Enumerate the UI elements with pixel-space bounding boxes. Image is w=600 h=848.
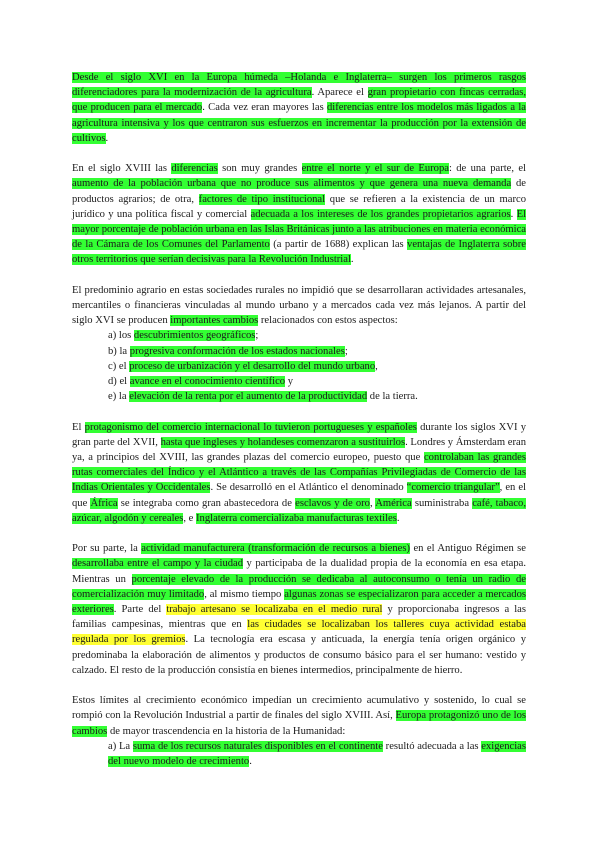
- text-segment: y proporcionaba ingresos a las familias campesinas, mientras que en: [72, 604, 526, 631]
- highlighted-text: controlaban las grandes rutas comerciales del Índico y el Atlántico a través de las Compañías Privilegiadas de Comercio de las Indias Orientales y Occidentales: [72, 452, 526, 494]
- text-segment: , al mismo tiempo: [204, 588, 285, 600]
- text-segment: (a partir de 1688) explican las: [269, 239, 408, 251]
- text-segment: se integraba como gran abastecedora de: [117, 497, 296, 509]
- text-segment: .: [350, 254, 354, 266]
- highlighted-text: factores de tipo institucional: [198, 193, 326, 205]
- highlighted-text: desarrollaba entre el campo y la ciudad: [72, 558, 244, 570]
- text-segment: ,: [369, 497, 376, 509]
- text-segment: Estos límites al crecimiento económico impedían un crecimiento acumulativo y sostenido, lo cual se rompió con la Revolución Industrial a partir de finales del siglo XVIII. Así,: [72, 695, 526, 722]
- text-segment: durante los siglos XVI y gran parte del XVII,: [72, 421, 526, 448]
- text-segment: a) La: [108, 740, 133, 752]
- highlighted-text: descubrimientos geográficos: [133, 330, 256, 342]
- highlighted-text: ventajas de Inglaterra sobre otros territorios que serían decisivas para la Revolución Industrial: [72, 239, 526, 266]
- text-segment: El predominio agrario en estas sociedades rurales no impidió que se desarrollaran actividades artesanales, mercantiles o financieras vinculadas al mundo urbano y a mercados cada vez más lejanos. A partir del siglo XVI se producen: [72, 284, 526, 327]
- text-segment: de productos agrarios; de otra,: [72, 178, 526, 205]
- text-segment: . Cada vez eran mayores las: [202, 102, 327, 114]
- highlighted-text: hasta que ingleses y holandeses comenzaron a sustituirlos: [160, 436, 406, 448]
- highlighted-text: porcentaje elevado de la producción se dedicaba al autoconsumo o tenía un radio de comercialización muy limitado: [72, 573, 526, 600]
- text-segment: y participaba de la dualidad propia de la economía en esa etapa. Mientras un: [72, 558, 527, 585]
- text-segment: . Londres y Ámsterdam eran ya, a principios del XVIII, las grandes plazas del comercio europeo, puesto que: [72, 436, 526, 464]
- highlighted-text: trabajo artesano se localizaba en el medio rural: [166, 604, 383, 616]
- highlighted-text: avance en el conocimiento científico: [129, 376, 286, 388]
- list-item: [108, 389, 526, 404]
- highlighted-text: suma de los recursos naturales disponibles en el continente: [132, 740, 383, 752]
- text-segment: , en el que: [72, 482, 526, 509]
- text-segment: ,: [375, 360, 378, 372]
- paragraph-5: [72, 541, 526, 678]
- text-segment: ;: [255, 330, 259, 342]
- text-segment: a) los: [108, 330, 134, 342]
- text-segment: que se refieren a la existencia de un marco jurídico y una política fiscal y comercial: [72, 193, 526, 220]
- highlighted-text: diferencias entre los modelos más ligados a la agricultura intensiva y los que centraron sus esfuerzos en incrementar la producción por la extensión de cultivos: [72, 102, 526, 144]
- highlighted-text: América: [375, 497, 412, 509]
- document-page: [72, 70, 526, 784]
- highlighted-text: El mayor porcentaje de población urbana en las Islas Británicas junto a las atribuciones en materia económica de la Cámara de los Comunes del Parlamento: [72, 208, 526, 251]
- text-segment: El: [72, 421, 85, 433]
- highlighted-text: algunas zonas se especializaron para acceder a mercados exteriores: [72, 588, 526, 616]
- highlighted-text: África: [90, 497, 118, 509]
- highlighted-text: aumento de la población urbana que no produce sus alimentos y que genera una nueva demanda: [72, 178, 512, 190]
- highlighted-text: Inglaterra comercializaba manufacturas textiles: [196, 512, 397, 524]
- highlighted-text: actividad manufacturera (transformación de recursos a bienes): [141, 543, 411, 555]
- text-segment: b) la: [108, 345, 130, 357]
- highlighted-text: proceso de urbanización y el desarrollo del mundo urbano: [129, 360, 376, 372]
- highlighted-text: progresiva conformación de los estados nacionales: [129, 345, 345, 357]
- text-segment: .: [105, 132, 109, 144]
- text-segment: de mayor trascendencia en la historia de la Humanidad:: [107, 725, 346, 737]
- text-segment: : de una parte, el: [448, 163, 526, 175]
- paragraph-4: [72, 420, 526, 526]
- list-item: [108, 359, 526, 374]
- highlighted-text: esclavos y de oro: [295, 497, 370, 509]
- text-segment: de la tierra.: [367, 391, 418, 403]
- list-growth: [72, 739, 526, 769]
- highlighted-text: elevación de la renta por el aumento de la productividad: [129, 391, 368, 403]
- text-segment: .: [311, 87, 318, 99]
- text-segment: y: [285, 376, 294, 388]
- list-item: [108, 328, 526, 343]
- text-segment: , e: [183, 512, 196, 524]
- text-segment: ;: [344, 345, 348, 357]
- highlighted-text: adecuada a los intereses de los grandes propietarios agrarios: [250, 208, 511, 220]
- highlighted-text: Desde el siglo XVI en la Europa húmeda –Holanda e Inglaterra– surgen los primeros rasgos diferenciadores para la modernización de la agricultura: [72, 72, 526, 99]
- paragraph-6: [72, 693, 526, 739]
- list-item: [108, 344, 526, 359]
- text-segment: .: [396, 512, 400, 524]
- text-segment: .: [249, 756, 252, 768]
- text-segment: . Se desarrolló en el Atlántico el denominado: [210, 482, 407, 494]
- highlighted-text: entre el norte y el sur de Europa: [301, 163, 449, 175]
- text-segment: . Parte del: [113, 604, 167, 616]
- highlighted-text: protagonismo del comercio internacional lo tuvieron portugueses y españoles: [84, 421, 417, 433]
- text-segment: resultó adecuada a las: [382, 740, 482, 752]
- text-segment: suministraba: [411, 497, 473, 509]
- text-segment: son muy grandes: [217, 163, 302, 175]
- highlighted-text: exigencias del nuevo modelo de crecimiento: [108, 740, 526, 768]
- list-item: [108, 374, 526, 389]
- list-changes: [72, 328, 526, 404]
- text-segment: . La tecnología era escasa y anticuada, la energía tenía origen orgánico y predominaba la elaboración de alimentos y productos de consumo básico para el ser humano: vestido y calzado. El resto de la producción consistía en bienes intermedios, principalmente de hierro.: [72, 634, 526, 676]
- highlighted-text: Europa protagonizó uno de los cambios: [72, 710, 526, 737]
- highlighted-text: diferencias: [171, 163, 218, 175]
- highlighted-text: gran propietario con fincas cerradas, que producen para el mercado: [72, 87, 527, 114]
- highlighted-text: importantes cambios: [170, 315, 259, 327]
- text-segment: en el Antiguo Régimen se: [410, 543, 526, 555]
- text-segment: Por su parte, la: [72, 543, 142, 555]
- highlighted-text: café, tabaco, azúcar, algodón y cereales: [72, 497, 526, 524]
- paragraph-1: [72, 70, 526, 146]
- paragraph-2: [72, 161, 526, 267]
- paragraph-3: [72, 283, 526, 329]
- text-segment: En el siglo XVIII las: [72, 163, 172, 175]
- text-segment: .: [510, 208, 517, 220]
- highlighted-text: “comercio triangular”: [406, 482, 500, 494]
- text-segment: e) la: [108, 391, 130, 403]
- text-segment: relacionados con estos aspectos:: [258, 315, 398, 327]
- list-item: [108, 739, 526, 769]
- text-segment: c) el: [108, 360, 130, 372]
- text-segment: d) el: [108, 376, 130, 388]
- text-segment: Aparece el: [317, 87, 368, 99]
- highlighted-text: las ciudades se localizaban los talleres cuya actividad estaba regulada por los gremios: [72, 619, 526, 646]
